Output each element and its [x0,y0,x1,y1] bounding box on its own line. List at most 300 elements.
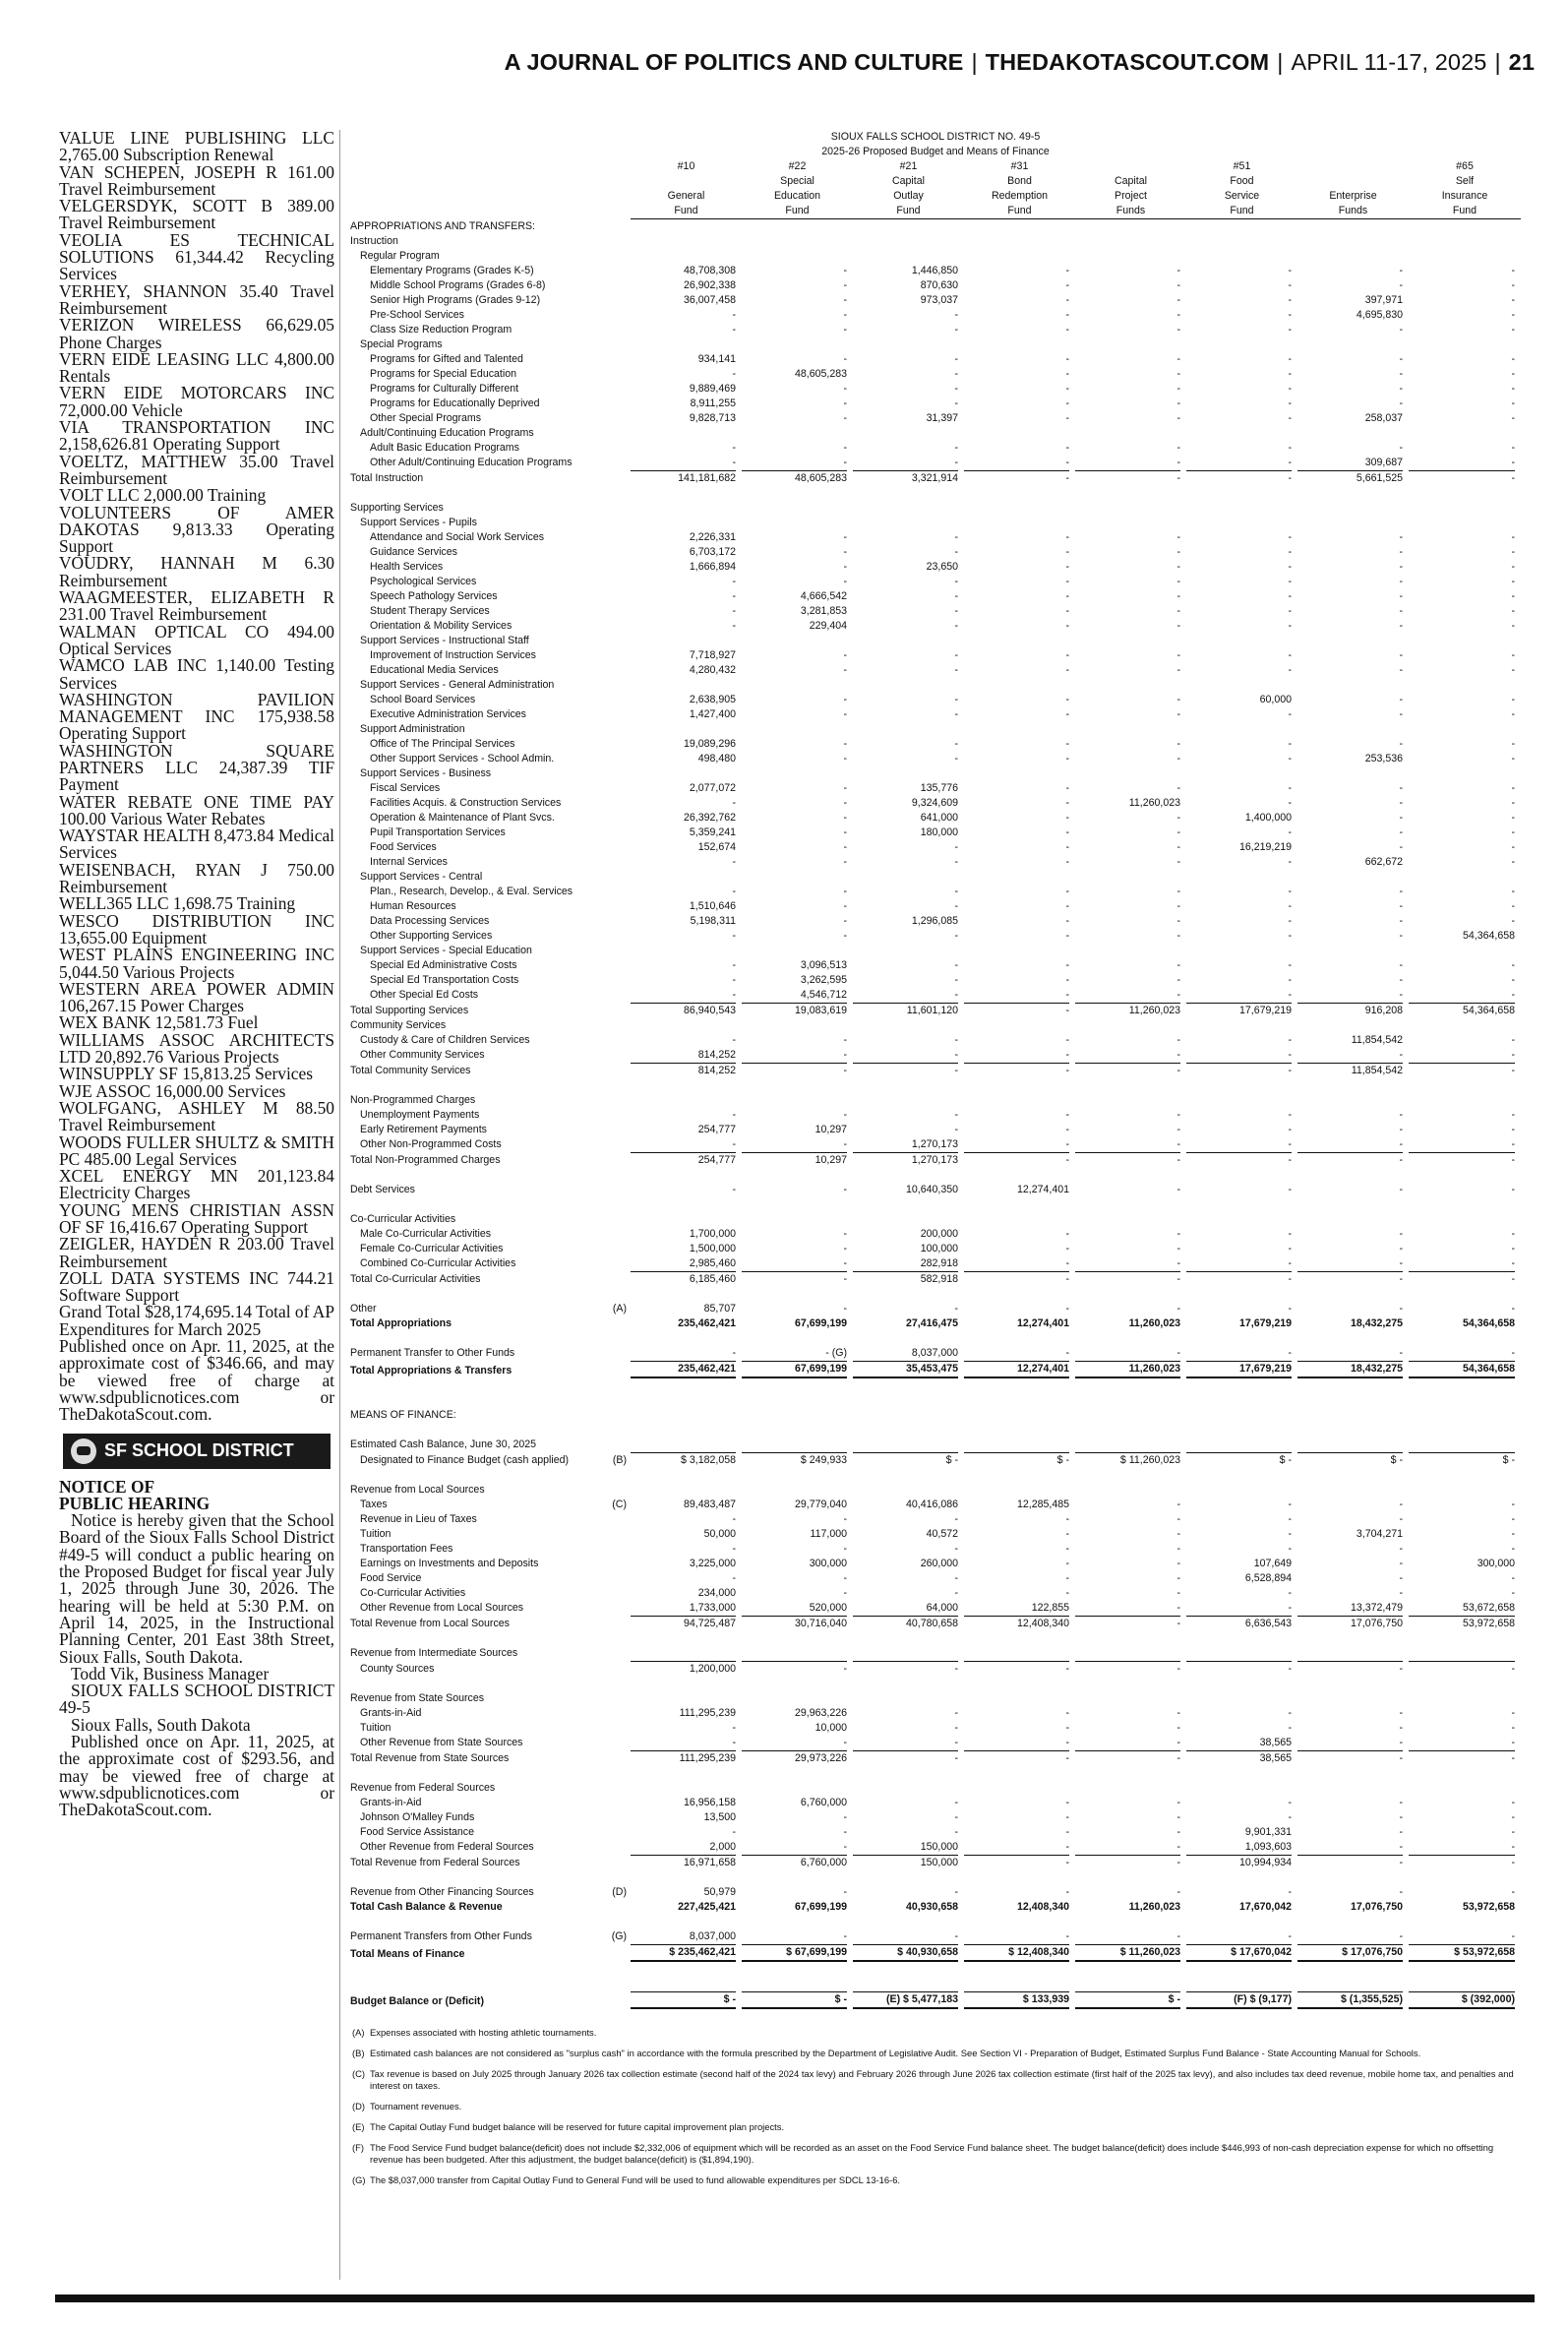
section-heading-row [350,1093,1521,1108]
amount-cell [1186,501,1297,516]
amount-cell [1186,589,1297,604]
row-label: Support Services - Central [360,870,483,883]
amount-value: - [1511,737,1515,750]
fund-header: Fund [742,204,853,219]
amount-cell [1409,486,1521,501]
amount-cell [964,1093,1075,1108]
amount-cell [1186,899,1297,914]
amount-value: - [1176,1571,1180,1584]
fund-header: Insurance [1441,190,1488,202]
fund-header: Special [780,175,814,187]
amount-value: 3,321,914 [853,470,958,486]
amount-cell [1186,1915,1297,1929]
amount-cell [742,648,853,663]
section-heading-row [350,870,1521,885]
footnote [350,2174,1521,2186]
row-label: Support Services - Special Education [360,944,532,956]
table-row [350,293,1521,308]
amount-cell [631,1706,742,1721]
amount-cell [1409,1078,1521,1093]
row-label [350,1393,601,1408]
amount-cell [853,1287,964,1302]
footnote-marker [601,958,631,973]
amount-cell [1075,1452,1186,1468]
row-label: Executive Administration Services [370,707,526,720]
footnote-marker [601,516,631,530]
amount-value: - [1075,1855,1180,1870]
amount-cell [1075,1063,1186,1078]
amount-value: 7,718,927 [689,648,736,661]
expenditure-entry: VALUE LINE PUBLISHING LLC 2,765.00 Subscription Renewal [59,128,334,165]
amount-cell [853,722,964,737]
amount-value: 17,670,042 [1238,1900,1292,1913]
row-label: Supporting Services [350,501,444,514]
amount-cell [1297,707,1409,722]
amount-value: - [1399,352,1403,365]
row-label: Total Revenue from Federal Sources [350,1856,520,1868]
amount-cell [853,575,964,589]
amount-value: - [843,929,847,942]
amount-value: - [954,1586,958,1599]
amount-cell [853,988,964,1003]
amount-cell [964,1033,1075,1048]
table-row [350,737,1521,752]
amount-cell [1297,737,1409,752]
amount-value: - [843,1302,847,1315]
amount-value: 2,638,905 [689,693,736,705]
row-label: Other [350,1302,377,1315]
amount-cell [742,1048,853,1063]
footnote-marker [601,1063,631,1078]
fund-header: Fund [853,204,964,219]
amount-cell [1409,1483,1521,1498]
amount-cell [1186,707,1297,722]
site-name: THEDAKOTASCOUT.COM [985,49,1270,75]
table-row [350,619,1521,634]
amount-value: - [843,1929,847,1942]
amount-value: - [1065,308,1069,321]
footnote-marker [601,1137,631,1152]
amount-value: 6,760,000 [742,1855,847,1870]
amount-cell [853,1944,964,1962]
amount-value: 2,077,072 [689,781,736,794]
row-label: Educational Media Services [370,663,499,676]
amount-value: - [1511,278,1515,291]
footnote-marker [601,1108,631,1123]
footnote-text: Tournament revenues. [370,2100,462,2111]
amount-value: - [1409,1063,1515,1078]
amount-cell [1075,589,1186,604]
amount-value: - [964,1152,1069,1168]
table-row [350,382,1521,397]
footnote-marker [601,885,631,899]
amount-cell [742,1212,853,1227]
table-row [350,1840,1521,1855]
amount-value: - [843,530,847,543]
amount-cell [742,278,853,293]
amount-value: 53,972,658 [1409,1616,1515,1631]
amount-value: - [732,796,736,809]
amount-value: - [1065,1033,1069,1046]
amount-value: 3,262,595 [800,973,847,986]
section-heading-row [350,234,1521,249]
amount-value: - [1065,973,1069,986]
amount-value: 10,640,350 [905,1183,958,1195]
amount-cell [1409,1962,1521,1977]
amount-cell [853,619,964,634]
amount-cell [964,870,1075,885]
row-label: Grants-in-Aid [360,1706,422,1719]
amount-cell [742,1929,853,1944]
amount-cell [1186,1962,1297,1977]
amount-value: 12,274,401 [1016,1316,1069,1329]
amount-cell [1186,234,1297,249]
table-row [350,693,1521,707]
amount-value: - [1511,1840,1515,1853]
amount-value: - [732,1108,736,1121]
amount-value: 1,270,173 [911,1137,958,1150]
amount-cell [853,1018,964,1033]
row-label: Facilities Acquis. & Construction Services [370,796,562,809]
amount-value: - [1399,1840,1403,1853]
amount-value: - [964,1271,1069,1287]
amount-value: 17,679,219 [1186,1003,1292,1018]
amount-cell [1186,575,1297,589]
amount-value: 8,037,000 [689,1929,736,1942]
amount-cell [742,367,853,382]
amount-cell [1186,1885,1297,1900]
amount-cell [1297,899,1409,914]
amount-cell [631,1212,742,1227]
amount-cell [1297,337,1409,352]
amount-cell [631,1601,742,1616]
amount-value: - [1176,885,1180,897]
amount-value: 4,546,712 [800,988,847,1001]
amount-cell [1297,1991,1409,2009]
amount-cell [853,737,964,752]
table-row [350,1900,1521,1915]
amount-value: - [1176,411,1180,424]
fund-header: #51 [1233,160,1251,172]
amount-cell [1409,411,1521,426]
amount-cell [1297,1361,1409,1378]
amount-value: - [1288,648,1292,661]
amount-value: 67,699,199 [742,1361,847,1378]
amount-value: - [1511,1123,1515,1135]
amount-cell [964,1227,1075,1242]
amount-value: - [1288,560,1292,573]
amount-value: - [1399,1557,1403,1569]
amount-cell [742,1646,853,1661]
amount-cell [853,1468,964,1483]
amount-cell [964,1977,1075,1991]
amount-cell [1409,678,1521,693]
amount-cell [742,885,853,899]
amount-cell [631,1631,742,1646]
amount-cell [964,1781,1075,1796]
expenditure-entry: YOUNG MENS CHRISTIAN ASSN OF SF 16,416.67 Operating Support [59,1199,334,1237]
amount-cell [742,352,853,367]
table-row [350,855,1521,870]
amount-value: - [1399,929,1403,942]
amount-value: 141,181,682 [631,470,736,486]
page-bottom-rule [55,2294,1535,2302]
amount-value: 309,687 [1364,456,1403,468]
amount-cell [1186,1750,1297,1766]
amount-cell [631,1108,742,1123]
amount-value: - [843,1227,847,1240]
amount-cell [631,958,742,973]
amount-cell [742,1766,853,1781]
amount-value: 180,000 [920,826,958,838]
amount-cell [964,1287,1075,1302]
table-row [350,470,1521,486]
row-label: Tuition [360,1527,392,1540]
amount-cell [1075,1766,1186,1781]
amount-cell [964,1885,1075,1900]
amount-value: - [1065,1512,1069,1525]
amount-cell [1297,1183,1409,1197]
amount-value: - [1176,456,1180,468]
amount-cell [1075,1991,1186,2009]
amount-value: - [964,1661,1069,1677]
amount-cell [1186,1557,1297,1571]
amount-value: - [1288,958,1292,971]
row-label: Revenue from Local Sources [350,1483,485,1496]
amount-cell [631,1855,742,1870]
amount-value: - [1176,560,1180,573]
amount-value: - [954,1885,958,1898]
amount-cell [1186,323,1297,337]
amount-cell [853,441,964,456]
amount-cell [1409,1452,1521,1468]
amount-cell [631,1810,742,1825]
section-heading-row [350,516,1521,530]
amount-cell [742,1003,853,1018]
amount-value: - [1511,382,1515,395]
amount-value: - [843,796,847,809]
amount-cell [631,1944,742,1962]
amount-value: - [1511,530,1515,543]
fund-header: Outlay [893,190,924,202]
amount-value: - [1288,1601,1292,1614]
amount-cell [1297,1498,1409,1512]
spacer-row [350,1631,1521,1646]
amount-cell [1186,1468,1297,1483]
amount-cell [1075,1468,1186,1483]
amount-cell [1075,352,1186,367]
amount-cell [964,1212,1075,1227]
section-heading-row [350,1646,1521,1661]
amount-cell [1409,1468,1521,1483]
amount-cell [1409,1929,1521,1944]
amount-cell [1297,456,1409,470]
footnote-marker [601,944,631,958]
amount-cell [1297,382,1409,397]
amount-value: - [1065,1346,1069,1359]
amount-cell [631,426,742,441]
amount-cell [742,619,853,634]
table-row [350,840,1521,855]
amount-cell [1186,1003,1297,1018]
amount-cell [1409,337,1521,352]
amount-cell [1186,1137,1297,1152]
amount-cell [631,234,742,249]
amount-cell [853,589,964,604]
amount-value: 2,985,460 [689,1256,736,1269]
spacer-row [350,1468,1521,1483]
row-label [350,1977,601,1991]
amount-cell [1186,1271,1297,1287]
amount-cell [742,811,853,826]
amount-cell [742,1915,853,1929]
amount-value: - [843,1242,847,1254]
amount-cell [853,1212,964,1227]
amount-cell [1297,293,1409,308]
amount-cell [1409,1093,1521,1108]
row-label: Co-Curricular Activities [350,1212,456,1225]
amount-cell [631,929,742,944]
amount-value: - [1176,530,1180,543]
expenditure-entry: WAMCO LAB INC 1,140.00 Testing Services [59,655,334,693]
amount-cell [742,1483,853,1498]
footnote-marker [601,560,631,575]
amount-value: - [1065,1048,1069,1061]
amount-value: $ (392,000) [1409,1991,1515,2009]
footnote [350,2048,1521,2059]
amount-cell [1409,1825,1521,1840]
amount-value: 3,225,000 [689,1557,736,1569]
amount-cell [1409,1915,1521,1929]
expenditure-entries [59,130,334,1424]
fund-header: Education [773,190,821,202]
fund-header: Capital [1115,175,1147,187]
amount-cell [1186,811,1297,826]
amount-value: - [1176,441,1180,454]
amount-value: - [954,1571,958,1584]
amount-cell [853,1483,964,1498]
amount-value: - [742,1063,847,1078]
section-heading-row [350,1438,1521,1452]
amount-value: 11,854,542 [1297,1063,1403,1078]
amount-cell [853,1885,964,1900]
amount-value: - [732,1512,736,1525]
amount-cell [853,1346,964,1361]
expenditure-entry: WAAGMEESTER, ELIZABETH R 231.00 Travel Reimbursement [59,587,334,625]
amount-cell [853,456,964,470]
amount-value: - [1399,575,1403,587]
amount-cell [1409,560,1521,575]
amount-value: - [1511,1137,1515,1150]
amount-value: - [1065,988,1069,1001]
amount-value: - [843,663,847,676]
spacer-row [350,1962,1521,1977]
amount-cell [853,604,964,619]
amount-cell [853,1108,964,1123]
amount-cell [1297,1212,1409,1227]
amount-cell [1297,619,1409,634]
amount-value: - [1065,1810,1069,1823]
amount-cell [631,1661,742,1677]
amount-cell [742,323,853,337]
footnote [350,2027,1521,2039]
table-row [350,589,1521,604]
amount-cell [1409,308,1521,323]
amount-cell [1075,914,1186,929]
amount-cell [742,944,853,958]
column-header-row [350,204,1521,219]
amount-cell [964,1736,1075,1750]
amount-cell [1297,678,1409,693]
amount-cell [742,1152,853,1168]
amount-cell [1186,530,1297,545]
amount-value: 11,854,542 [1351,1033,1403,1046]
amount-value: 16,956,158 [683,1796,736,1808]
amount-value: 582,918 [853,1271,958,1287]
amount-value: - [954,367,958,380]
footnote-marker [601,426,631,441]
row-label: School Board Services [370,693,476,705]
section-heading-row [350,249,1521,264]
amount-value: - [732,1183,736,1195]
amount-value: - [843,648,847,661]
amount-cell [1075,1512,1186,1527]
amount-cell [631,352,742,367]
footnote-marker: (C) [612,1498,627,1510]
amount-cell [631,1093,742,1108]
amount-value: 934,141 [697,352,736,365]
amount-value: $ 133,939 [964,1991,1069,2009]
amount-cell [964,1571,1075,1586]
amount-value: - [1065,648,1069,661]
amount-cell [964,1601,1075,1616]
amount-cell [631,1438,742,1452]
amount-cell [742,634,853,648]
footnote-marker [601,899,631,914]
footnote-marker [601,737,631,752]
row-label: Transportation Fees [360,1542,453,1555]
amount-cell [1075,1944,1186,1962]
amount-cell [1075,1677,1186,1691]
amount-value: 1,510,646 [689,899,736,912]
table-row [350,1316,1521,1331]
amount-cell [1075,397,1186,411]
amount-cell [742,1706,853,1721]
amount-value: 31,397 [926,411,958,424]
amount-value: - [1065,1137,1069,1150]
row-label: Permanent Transfers from Other Funds [350,1929,532,1942]
row-label: Permanent Transfer to Other Funds [350,1346,515,1359]
amount-value: - [1399,560,1403,573]
amount-cell [1075,545,1186,560]
amount-value: 11,260,023 [1075,1361,1180,1378]
row-label: Other Revenue from State Sources [360,1736,523,1748]
amount-cell [1297,1256,1409,1271]
table-row [350,1736,1521,1750]
amount-value: 253,536 [1364,752,1403,765]
footnote-marker [601,1346,631,1361]
row-label: Programs for Culturally Different [370,382,519,395]
amount-cell [964,855,1075,870]
amount-cell [1075,1227,1186,1242]
amount-value: - [954,382,958,395]
amount-value: - [843,1840,847,1853]
table-row [350,1706,1521,1721]
amount-cell [964,1542,1075,1557]
notice-paragraph: Published once on Apr. 11, 2025, at the approximate cost of $293.56, and may be viewed free of charge at www.sdpublicnotices.com or TheDakotaScout.com. [59,1732,334,1820]
amount-cell [631,1123,742,1137]
amount-value: - [1065,293,1069,306]
